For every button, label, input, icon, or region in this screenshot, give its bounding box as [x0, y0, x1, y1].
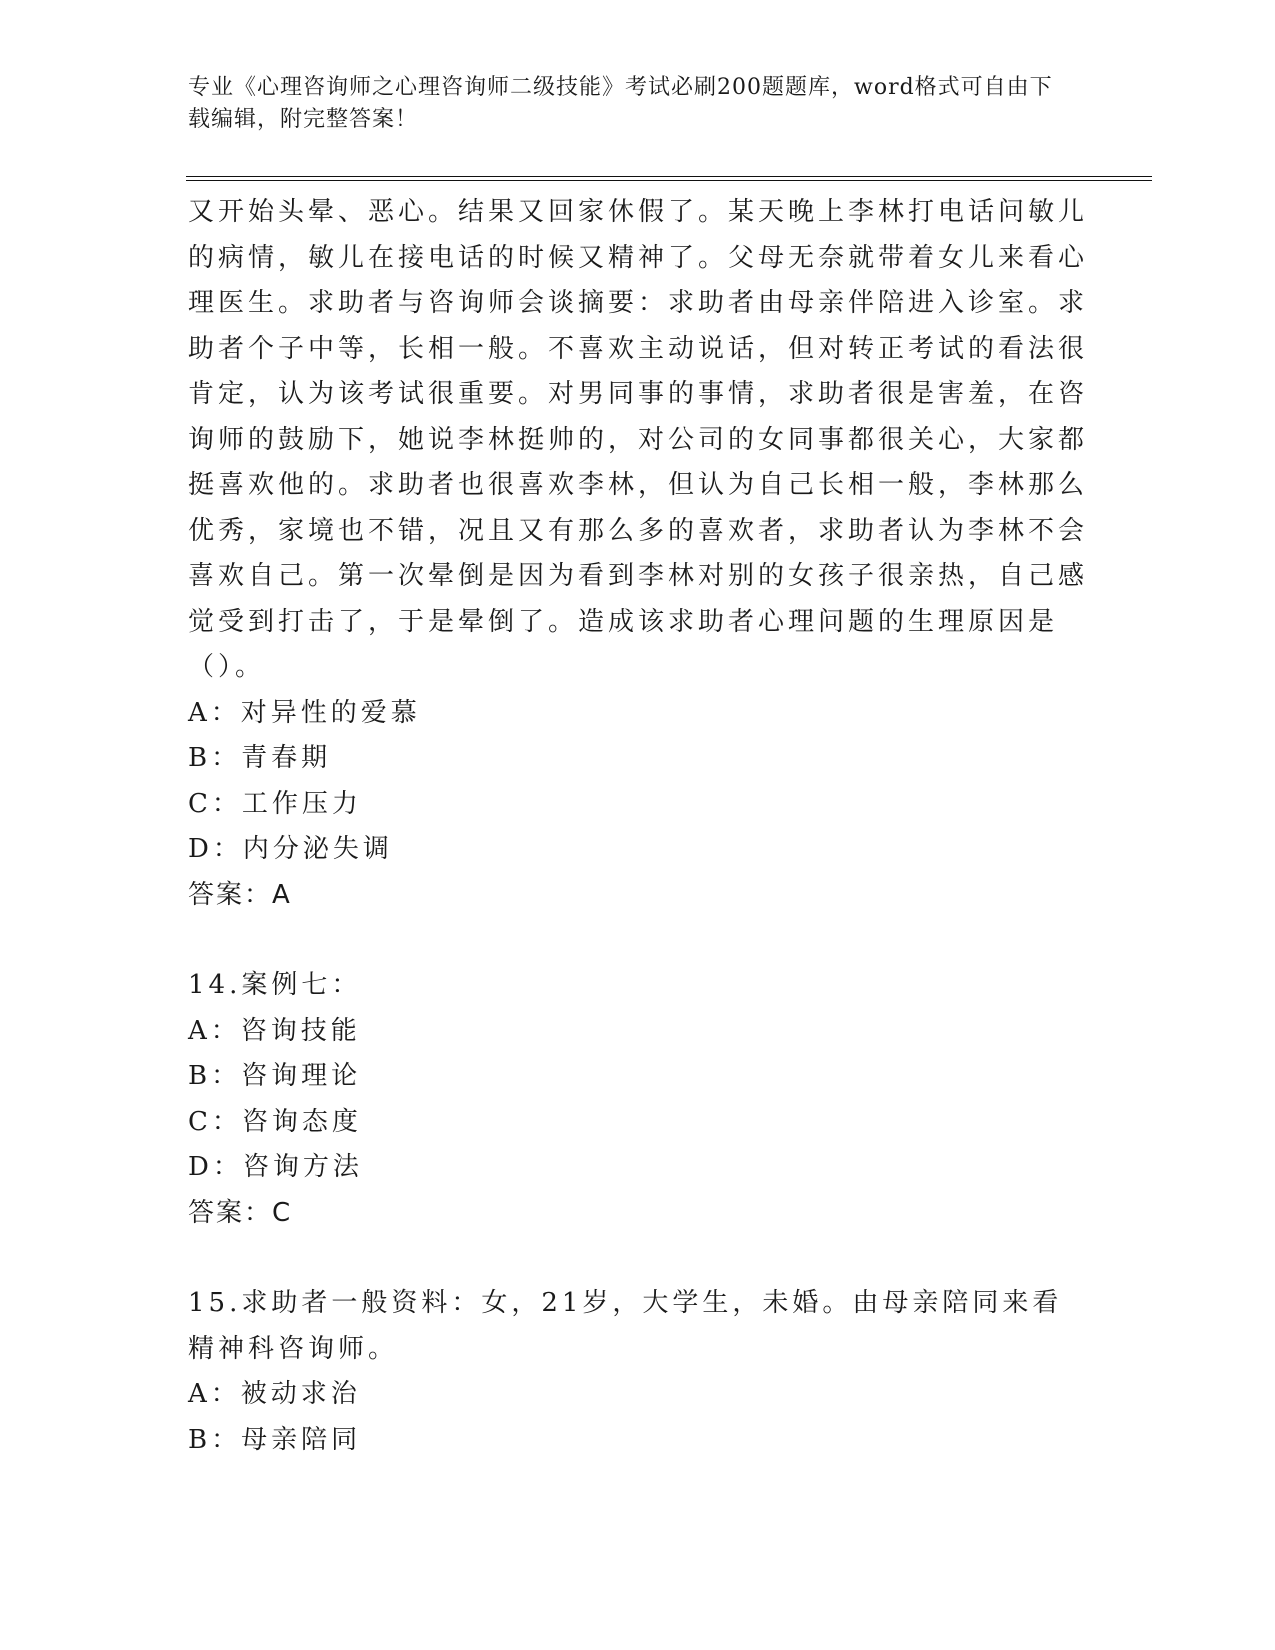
question-stem: 14.案例七：	[188, 970, 362, 1000]
option-b: B：青春期	[188, 743, 332, 773]
answer-line: 答案：C	[188, 1197, 293, 1228]
option-b: B：母亲陪同	[188, 1424, 362, 1455]
document-body	[188, 190, 1088, 1463]
question-15	[188, 1281, 1088, 1463]
question-13	[188, 190, 1088, 918]
header-title: 专业《心理咨询师之心理咨询师二级技能》考试必刷200题题库，word格式可自由下载编辑，附完整答案！	[188, 75, 1053, 132]
answer-line: 答案：A	[188, 879, 292, 910]
option-d: D：内分泌失调	[188, 834, 393, 864]
question-stem-continued: 又开始头晕、恶心。结果又回家休假了。某天晚上李林打电话问敏儿的病情，敏儿在接电话的时候又精神了。父母无奈就带着女儿来看心理医生。求助者与咨询师会谈摘要：求助者由母亲伴陪进入诊室。求助者个子中等，长相一般。不喜欢主动说话，但对转正考试的看法很肯定，认为该考试很重要。对男同事的事情，求助者很是害羞，在咨询师的鼓励下，她说李林挺帅的，对公司的女同事都很关心，大家都挺喜欢他的。求助者也很喜欢李林，但认为自己长相一般，李林那么优秀，家境也不错，况且又有那么多的喜欢者，求助者认为李林不会喜欢自己。第一次晕倒是因为看到李林对别的女孩子很亲热，自己感觉受到打击了，于是晕倒了。造成该求助者心理问题的生理原因是（）。	[188, 197, 1089, 682]
option-b: B：咨询理论	[188, 1061, 362, 1091]
option-a: A：对异性的爱慕	[188, 697, 421, 728]
option-a: A：咨询技能	[188, 1015, 361, 1046]
document-header	[188, 72, 1068, 136]
option-d: D：咨询方法	[188, 1152, 363, 1182]
spacer	[188, 1236, 1088, 1281]
spacer	[188, 918, 1088, 963]
option-a: A：被动求治	[188, 1379, 361, 1409]
question-stem: 15.求助者一般资料：女，21岁，大学生，未婚。由母亲陪同来看精神科咨询师。	[188, 1288, 1063, 1364]
option-c: C：工作压力	[188, 788, 362, 819]
option-c: C：咨询态度	[188, 1106, 362, 1137]
question-14	[188, 963, 1088, 1236]
header-divider	[186, 176, 1152, 181]
